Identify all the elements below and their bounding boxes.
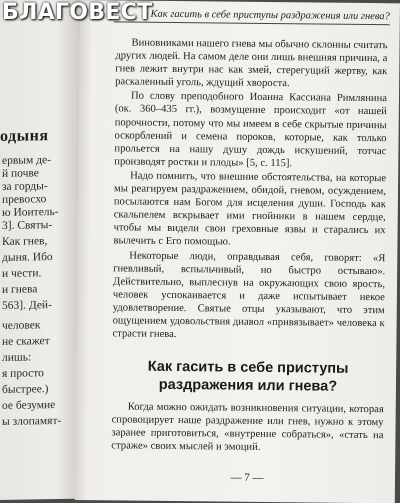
paragraph: Виновниками нашего гнева мы обычно склонны считать других людей. На самом деле они лишь внешняя причина, а гнев лежит внутри нас как змей, стерегущий жертву, как раскаленный уголь, ждущий хвороста. bbox=[115, 37, 388, 90]
facing-page-line: 563]. Дей- bbox=[2, 299, 52, 312]
page-number: — 7 — bbox=[230, 471, 264, 484]
paragraph: По слову преподобного Иоанна Кассиана Римлянина (ок. 360–435 гг.), возмущение происходит «от нашей порочности, потому что мы имеем в себе скрытые причины оскорблений и семена пороков, которые, как только прольется на нашу душу дождь искушений, тотчас производят ростки и плоды» [5, с. 115]. bbox=[114, 90, 388, 170]
facing-page-line: ы злопамят- bbox=[2, 414, 62, 428]
facing-page-line: ю Иоитель- bbox=[2, 205, 59, 219]
facing-page-line: дыня. Ибо bbox=[2, 251, 53, 264]
facing-page-line: не скажет bbox=[2, 335, 50, 348]
facing-page-line: превосхо bbox=[2, 193, 47, 206]
section-body bbox=[111, 400, 384, 455]
facing-page bbox=[0, 0, 80, 500]
facing-page-line: ервым де- bbox=[2, 154, 51, 167]
page-body bbox=[112, 36, 387, 344]
store-logo: БЛАГОВЕСТ bbox=[2, 0, 153, 25]
facing-page-line: и гнева bbox=[2, 283, 38, 296]
facing-page-line: за горды- bbox=[2, 180, 48, 193]
facing-page-line: ое безумие bbox=[2, 399, 56, 412]
facing-page-line: и чести. bbox=[2, 267, 42, 280]
facing-page-line: человек bbox=[2, 319, 41, 332]
paragraph: Некоторые люди, оправдывая себя, говорят: «Я гневливый, вспыльчивый, но быстро остываю». Действительно, выплеснув на окружающих свою ярость, человек успокаивается и даже испытывает некое удовлетворение. Святые отцы указывают, что этим ощущением удовольствия диавол «привязывает» человека к страсти гнева. bbox=[112, 250, 386, 341]
facing-page-line: й почве bbox=[2, 167, 39, 180]
running-head: Как гасить в себе приступы раздражения или гнева? bbox=[114, 8, 390, 25]
paragraph: Когда можно ожидать возникновения ситуации, которая спровоцирует наше раздражение или гнев, нужно к этому заранее приготовиться, «внутренне собраться», «стать на страже» своих мыслей и эмоций. bbox=[111, 401, 384, 454]
facing-page-line: лишь: bbox=[2, 351, 32, 364]
paragraph: Надо помнить, что внешние обстоятельства, на которые мы реагируем раздражением, обидой, гневом, осуждением, посылаются нам Богом для исцеления души. Господь как скальпелем вскрывает ими гнойники в нашем сердце, чтобы мы видели свои греховные язвы и старались их вылечить с Его помощью. bbox=[113, 170, 387, 248]
facing-page-line: я просто bbox=[2, 367, 44, 380]
facing-page-line: быстрее.) bbox=[2, 383, 49, 396]
facing-page-line: 3]. Святы- bbox=[2, 219, 53, 232]
facing-page-heading: одыня bbox=[0, 127, 49, 145]
book-page bbox=[75, 0, 400, 503]
facing-page-line: Как гнев, bbox=[2, 235, 48, 248]
section-title: Как гасить в себе приступы раздражения или гнева? bbox=[147, 358, 349, 395]
